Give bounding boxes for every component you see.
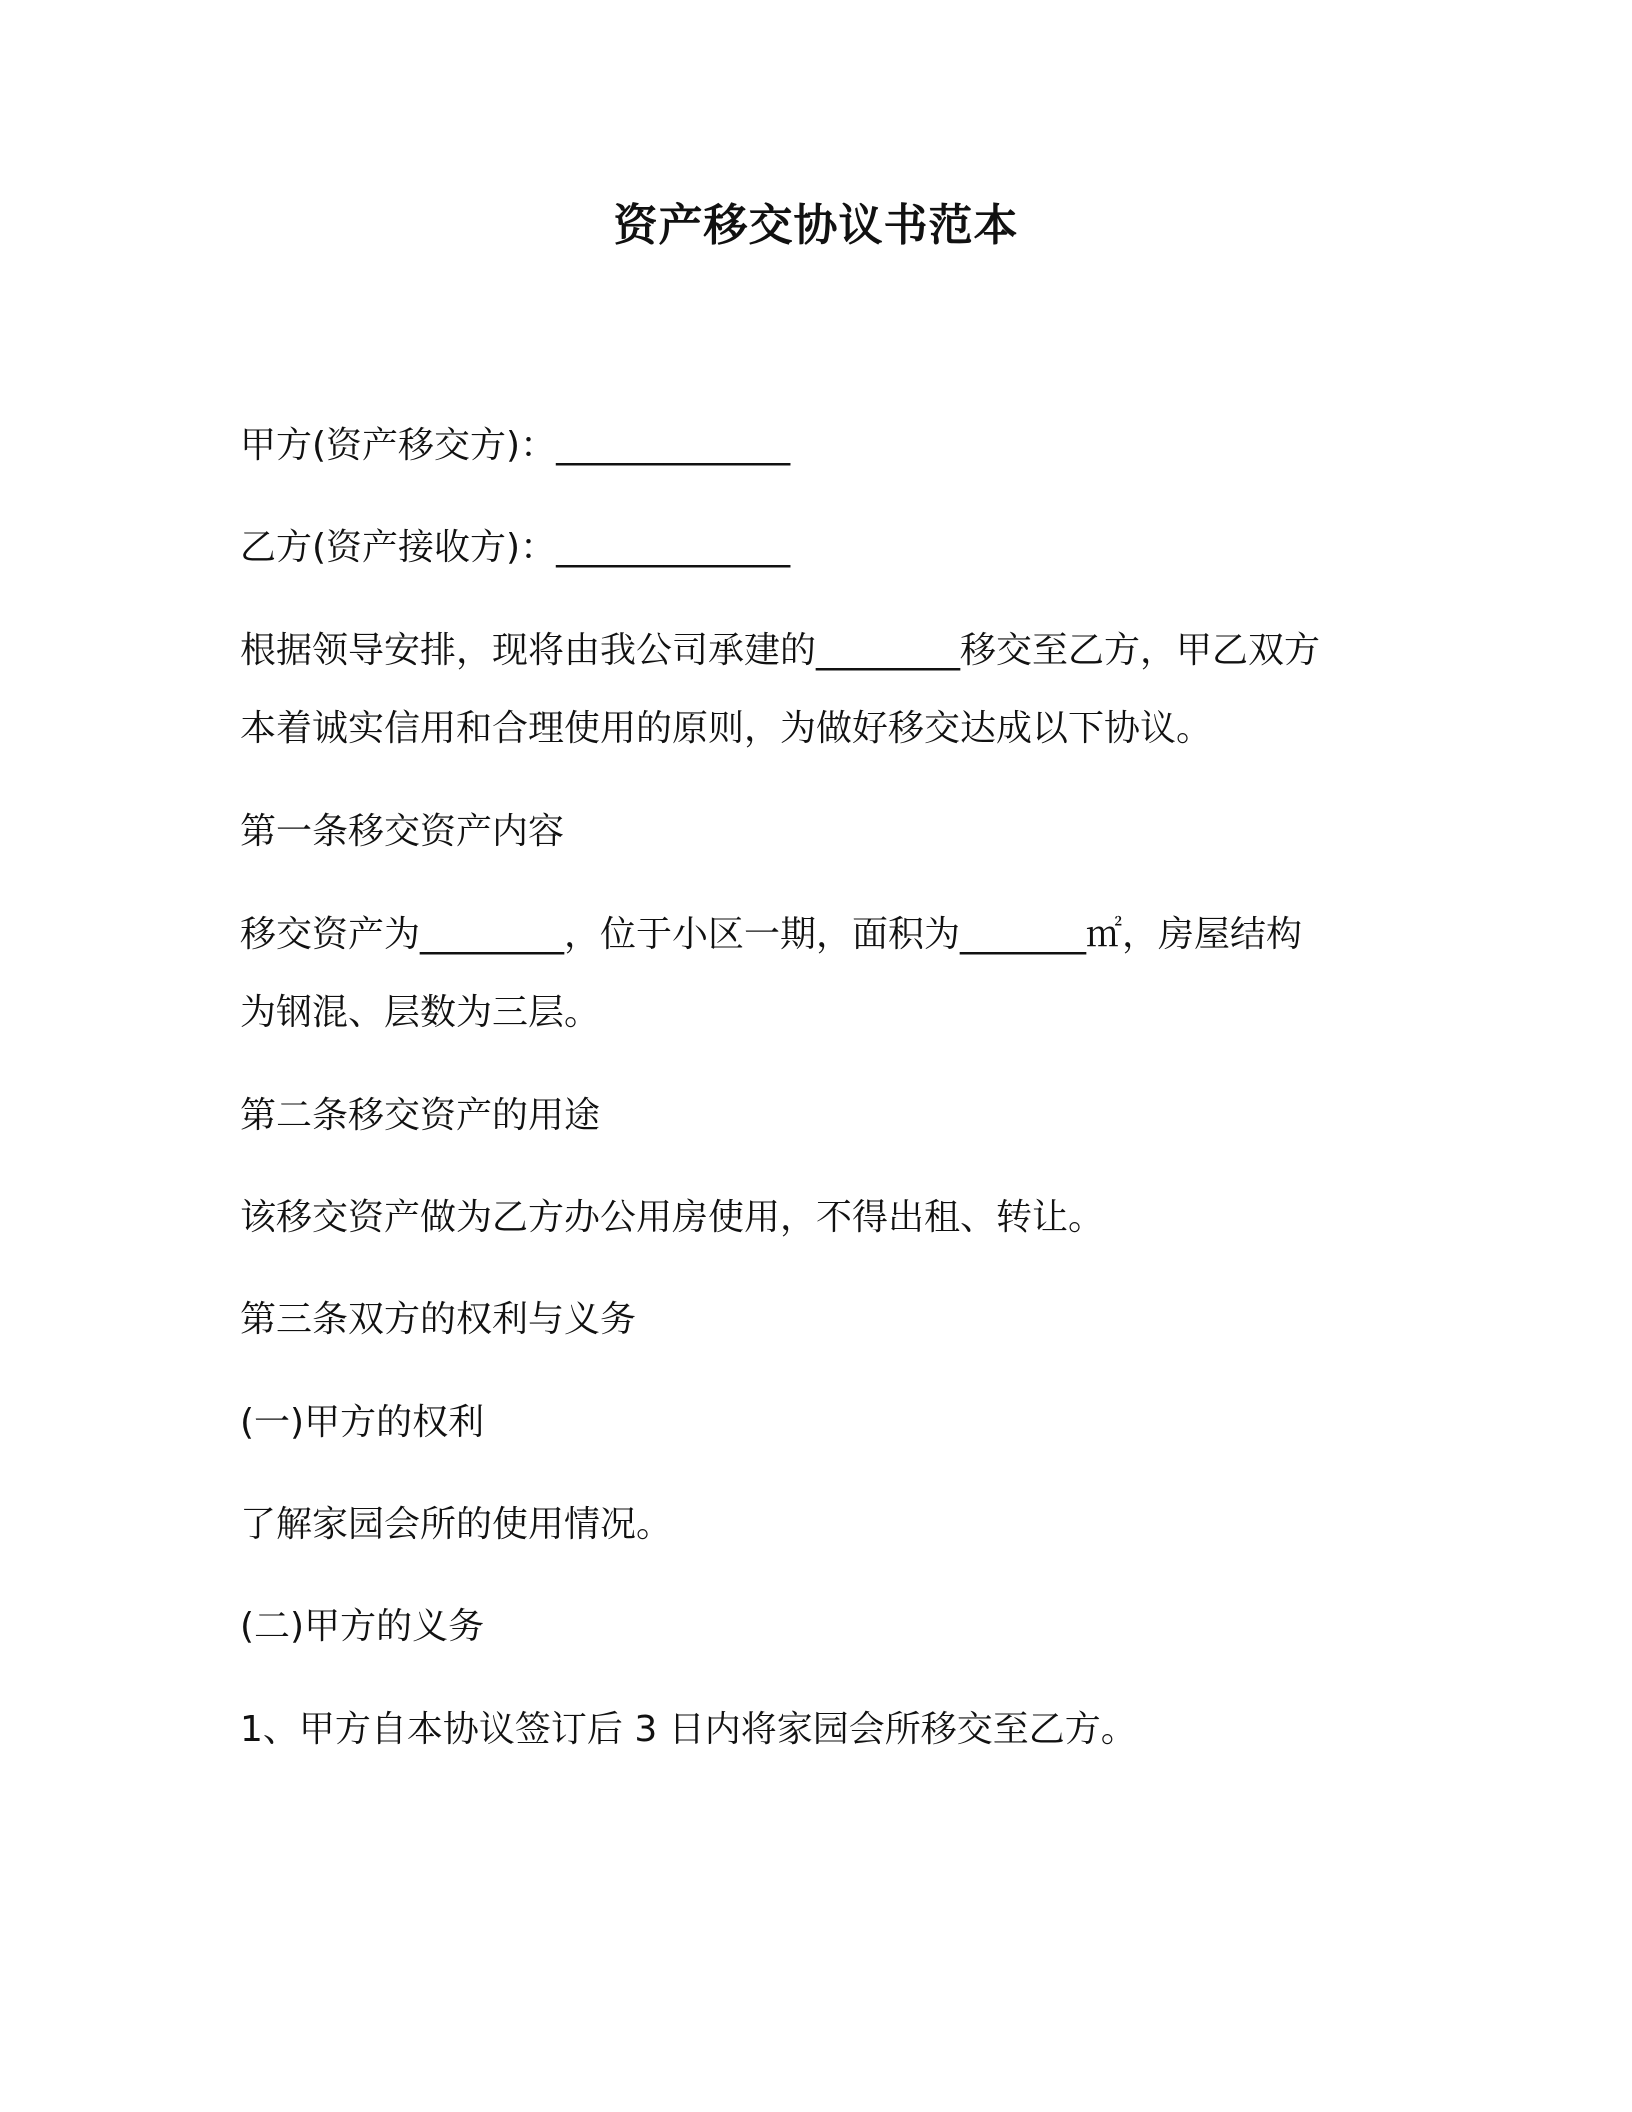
- party-a-rights-line: 了解家园会所的使用情况。: [240, 1504, 673, 1545]
- party-b-line: 乙方(资产接收方)：_____________: [240, 527, 791, 568]
- article-3-heading: 第三条双方的权利与义务: [240, 1299, 637, 1340]
- party-a-rights-heading: (一)甲方的权利: [240, 1402, 485, 1443]
- article-2-line-1: 该移交资产做为乙方办公用房使用，不得出租、转让。: [240, 1197, 1105, 1238]
- preamble-line-1: 根据领导安排，现将由我公司承建的________移交至乙方，甲乙双方: [240, 630, 1321, 671]
- party-a-duties-heading: (二)甲方的义务: [240, 1606, 485, 1647]
- party-a-duties-item-1: 1、甲方自本协议签订后 3 日内将家园会所移交至乙方。: [240, 1709, 1137, 1750]
- article-1-line-1: 移交资产为________，位于小区一期，面积为_______㎡，房屋结构: [240, 914, 1303, 955]
- article-1-line-2: 为钢混、层数为三层。: [240, 992, 601, 1033]
- preamble-line-2: 本着诚实信用和合理使用的原则，为做好移交达成以下协议。: [240, 708, 1213, 749]
- article-2-heading: 第二条移交资产的用途: [240, 1095, 601, 1136]
- article-1-heading: 第一条移交资产内容: [240, 811, 565, 852]
- document-title: 资产移交协议书范本: [613, 200, 1019, 251]
- party-a-line: 甲方(资产移交方)：_____________: [240, 425, 791, 466]
